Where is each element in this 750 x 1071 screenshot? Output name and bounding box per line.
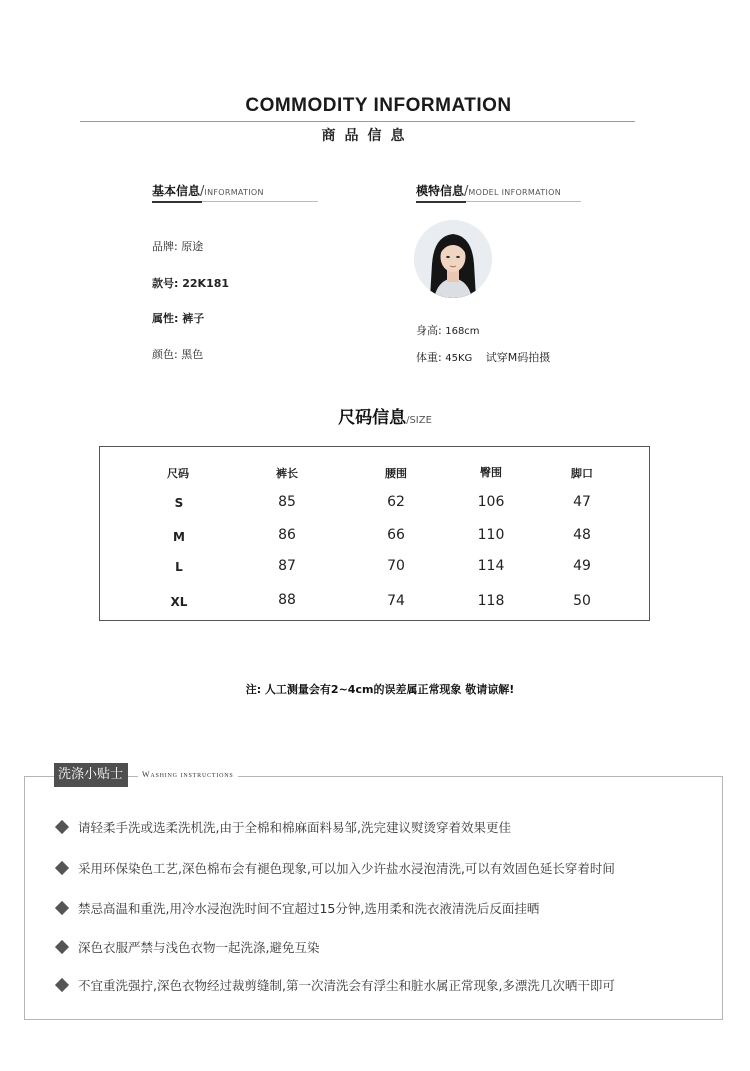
- table-cell: 66: [387, 527, 405, 543]
- measurement-note: 注: 人工测量会有2~4cm的误差属正常现象 敬请谅解!: [245, 683, 515, 696]
- diamond-bullet-icon: [55, 940, 69, 954]
- waist-col-header: 腰围: [385, 467, 407, 480]
- fitting-note: 试穿M码拍摄: [485, 351, 551, 364]
- washing-panel-top-border: [24, 776, 723, 777]
- basic-info-rule-accent: [152, 201, 202, 203]
- table-cell: 87: [278, 558, 296, 574]
- table-cell: 47: [573, 494, 591, 510]
- table-cell: 114: [477, 558, 505, 574]
- basic-info-heading: [152, 182, 264, 199]
- table-cell: 106: [477, 494, 505, 510]
- style-number-label: 款号:: [152, 277, 179, 290]
- attribute-label: 属性:: [152, 312, 179, 325]
- table-cell: 49: [573, 558, 591, 574]
- height-label: 身高:: [416, 324, 442, 337]
- table-row-size: S: [174, 496, 184, 510]
- washing-tip-text: 采用环保染色工艺,深色棉布会有褪色现象,可以加入少许盐水浸泡清洗,可以有效固色延长穿着时间: [78, 861, 615, 876]
- hip-col-header: 臀围: [480, 466, 502, 479]
- color-row: [152, 346, 203, 362]
- model-info-slash: /: [464, 184, 469, 199]
- style-number-row: [152, 275, 229, 291]
- attribute-value: 裤子: [182, 312, 205, 325]
- color-label: 颜色:: [152, 348, 178, 361]
- page-title: COMMODITY INFORMATION: [245, 95, 512, 116]
- table-cell: 50: [573, 593, 591, 609]
- table-cell: 70: [387, 558, 405, 574]
- washing-heading-en: Washing instructions: [138, 768, 238, 782]
- model-avatar: [414, 220, 492, 298]
- weight-row: [416, 349, 550, 365]
- table-row-size: M: [173, 530, 185, 544]
- basic-info-heading-en: INFORMATION: [204, 188, 264, 197]
- washing-tip-text: 不宜重洗强拧,深色衣物经过裁剪缝制,第一次清洗会有浮尘和脏水属正常现象,多漂洗几次晒干即可: [78, 978, 615, 993]
- list-item: [54, 938, 319, 956]
- list-item: [54, 818, 511, 836]
- title-divider: [80, 121, 635, 122]
- length-col-header: 裤长: [276, 467, 298, 480]
- model-info-heading-cn: 模特信息: [416, 184, 465, 198]
- washing-heading: 洗涤小贴士: [54, 763, 128, 787]
- table-row-size: L: [175, 560, 183, 574]
- color-value: 黑色: [181, 348, 204, 361]
- model-portrait-icon: [414, 220, 492, 298]
- list-item: [54, 899, 539, 917]
- size-info-heading: [0, 403, 750, 428]
- size-info-heading-cn: 尺码信息: [338, 408, 407, 428]
- table-cell: 110: [477, 527, 505, 543]
- height-value: 168cm: [445, 326, 480, 337]
- washing-tip-text: 深色衣服严禁与浅色衣物一起洗涤,避免互染: [78, 940, 320, 955]
- table-cell: 86: [278, 527, 296, 543]
- brand-row: [152, 238, 203, 254]
- table-cell: 74: [387, 593, 405, 609]
- basic-info-rule: [202, 201, 318, 202]
- basic-info-heading-cn: 基本信息: [152, 184, 201, 198]
- table-cell: 88: [278, 592, 296, 608]
- model-info-rule: [466, 201, 581, 202]
- attribute-row: [152, 310, 204, 326]
- diamond-bullet-icon: [55, 820, 69, 834]
- diamond-bullet-icon: [55, 861, 69, 875]
- washing-tip-text: 请轻柔手洗或选柔洗机洗,由于全棉和棉麻面料易邹,洗完建议熨烫穿着效果更佳: [78, 820, 511, 835]
- style-number-value: 22K181: [182, 277, 230, 290]
- page-subtitle: 商品信息: [321, 128, 414, 144]
- weight-value: 45KG: [445, 353, 473, 364]
- table-cell: 62: [387, 494, 405, 510]
- brand-value: 原途: [181, 240, 204, 253]
- table-cell: 118: [477, 593, 505, 609]
- hem-col-header: 脚口: [571, 467, 593, 480]
- diamond-bullet-icon: [55, 901, 69, 915]
- washing-tip-text: 禁忌高温和重洗,用冷水浸泡洗时间不宜超过15分钟,选用柔和洗衣液清洗后反面挂晒: [78, 901, 540, 916]
- table-cell: 48: [573, 527, 591, 543]
- size-info-heading-en: /SIZE: [406, 415, 432, 426]
- list-item: [54, 976, 615, 994]
- basic-info-slash: /: [200, 184, 205, 199]
- table-row-size: XL: [170, 595, 188, 609]
- diamond-bullet-icon: [55, 978, 69, 992]
- weight-label: 体重:: [416, 351, 442, 364]
- model-info-heading-en: MODEL INFORMATION: [468, 188, 562, 197]
- size-table: [99, 446, 650, 621]
- brand-label: 品牌:: [152, 240, 178, 253]
- height-row: [416, 322, 480, 338]
- list-item: [54, 859, 615, 877]
- model-info-heading: [416, 182, 561, 199]
- size-col-header: 尺码: [167, 467, 189, 480]
- model-info-rule-accent: [416, 201, 466, 203]
- table-cell: 85: [278, 494, 296, 510]
